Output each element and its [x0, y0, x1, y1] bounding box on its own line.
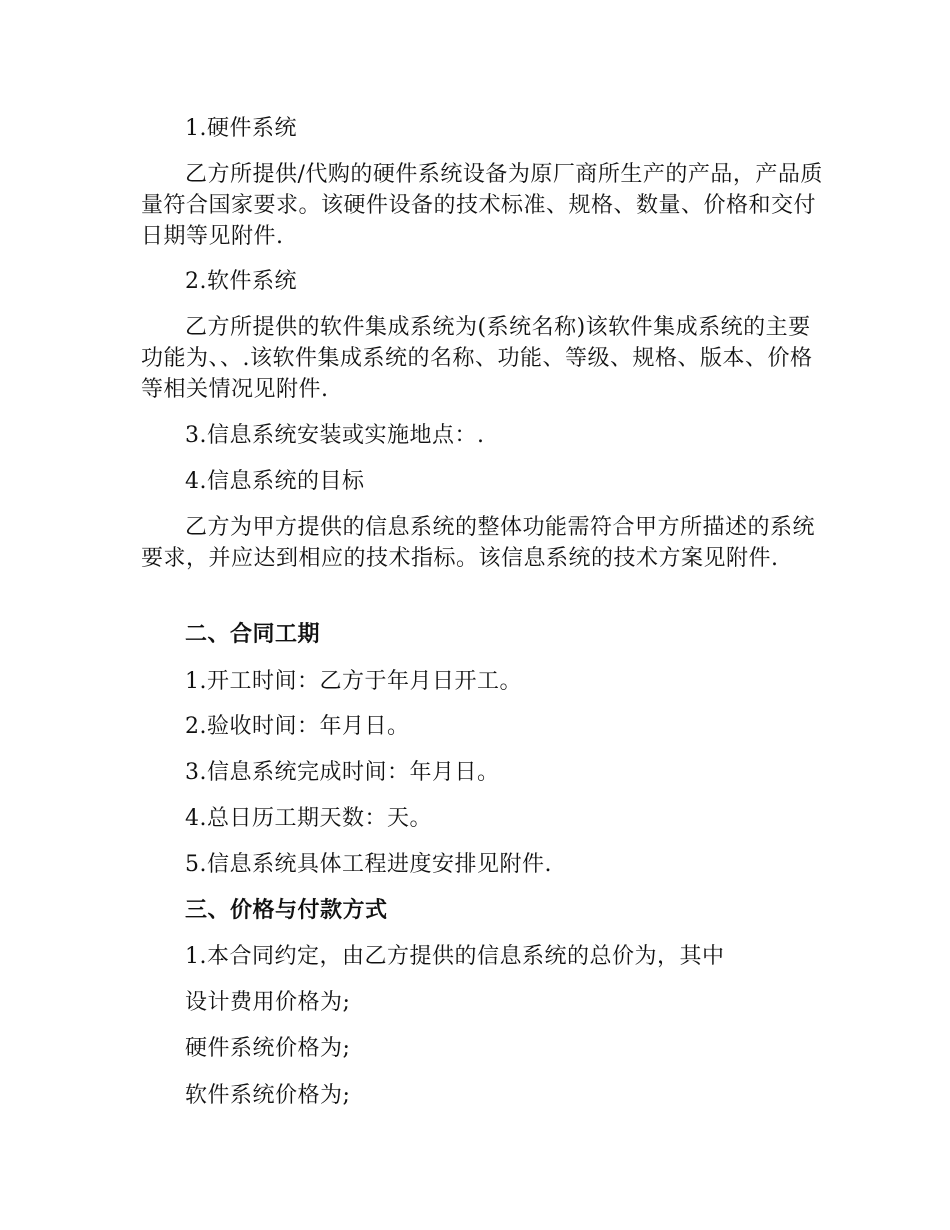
hardware-system-paragraph: 乙方所提供/代购的硬件系统设备为原厂商所生产的产品，产品质量符合国家要求。该硬件设备的技术标准、规格、数量、价格和交付日期等见附件. [141, 162, 823, 249]
section-heading-contract-period: 二、合同工期 [185, 622, 321, 647]
start-time-clause: 1.开工时间：乙方于年月日开工。 [185, 669, 522, 694]
schedule-arrangement-clause: 5.信息系统具体工程进度安排见附件. [185, 852, 552, 877]
clause-hardware-system-title: 1.硬件系统 [185, 116, 297, 141]
total-price-clause: 1.本合同约定，由乙方提供的信息系统的总价为，其中 [185, 944, 725, 969]
software-system-paragraph: 乙方所提供的软件集成系统为(系统名称)该软件集成系统的主要功能为、、.该软件集成系统的名称、功能、等级、规格、版本、价格等相关情况见附件. [141, 315, 813, 402]
software-price-line: 软件系统价格为; [185, 1083, 351, 1108]
installation-location-clause: 3.信息系统安装或实施地点：. [185, 423, 485, 448]
hardware-price-line: 硬件系统价格为; [185, 1036, 351, 1061]
section-heading-price-payment: 三、价格与付款方式 [185, 898, 388, 923]
total-calendar-days-clause: 4.总日历工期天数：天。 [185, 806, 432, 831]
clause-system-goal-title: 4.信息系统的目标 [185, 469, 365, 494]
system-goal-paragraph: 乙方为甲方提供的信息系统的整体功能需符合甲方所描述的系统要求，并应达到相应的技术指标。该信息系统的技术方案见附件. [141, 515, 816, 571]
completion-time-clause: 3.信息系统完成时间：年月日。 [185, 760, 500, 785]
acceptance-time-clause: 2.验收时间：年月日。 [185, 714, 410, 739]
clause-software-system-title: 2.软件系统 [185, 269, 297, 294]
design-fee-line: 设计费用价格为; [185, 990, 351, 1015]
